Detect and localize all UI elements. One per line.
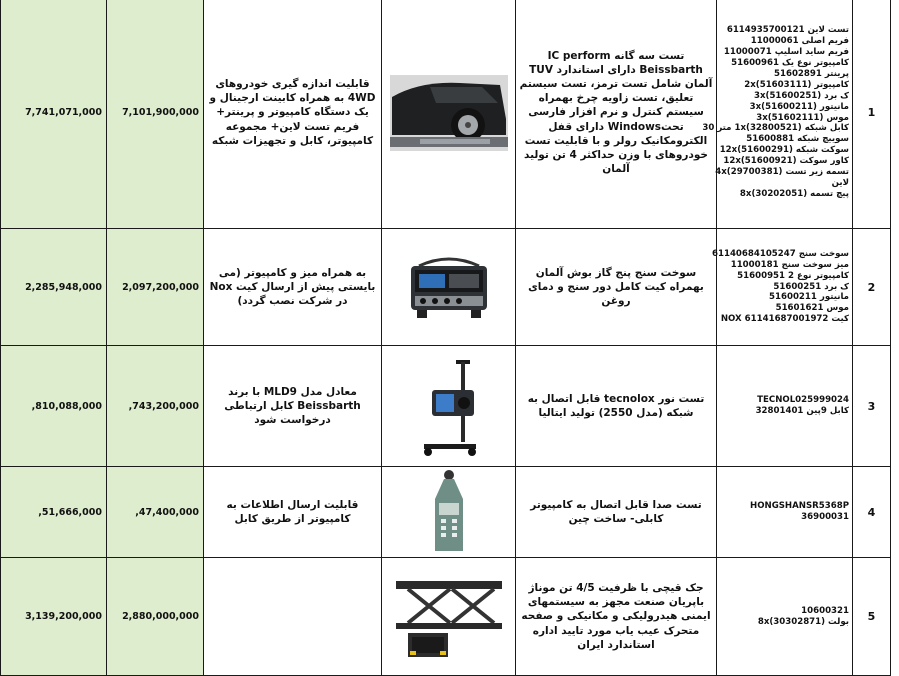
part-line: مانیتور 3x(51600211) — [749, 101, 849, 112]
brake-tester-car-photo — [390, 75, 508, 151]
capability-cell: به همراه میز و کامپیوتر (می بایستی پیش از ارسال کیت Nox در شرکت نصب گردد) — [204, 229, 382, 346]
table-row — [1, 0, 891, 229]
unit-price-cell: ,47,400,000 — [107, 467, 204, 558]
product-image-cell — [382, 346, 516, 467]
part-line: موس 3x(51602111) — [756, 112, 849, 123]
part-line: کامپیوتر 2x(51603111) — [744, 79, 849, 90]
unit-price-cell: ,743,200,000 — [107, 346, 204, 467]
unit-price-cell: 2,880,000,000 — [107, 558, 204, 676]
total-price-cell: 2,285,948,000 — [1, 229, 107, 346]
table-row — [1, 558, 891, 676]
part-line: موس 51601621 — [775, 303, 849, 314]
description-cell: تست سه گانه IC perform Beissbarth دارای استاندارد TUV آلمان شامل تست ترمز، تست سیستم تعلیق، تست زاویه چرخ بهمراه سیستم کنترل و نرم افزار فارسی تحتWindows دارای قفل الکترومکانیک رولر و با قابلیت تست خودروهای با وزن حداکثر 4 تن تولید آلمان — [516, 0, 717, 229]
part-line: سوخت سنج 61140684105247 — [712, 248, 849, 259]
part-line: 36900031 — [801, 512, 849, 522]
description-cell: جک قیچی با ظرفیت 4/5 تن موناژ باپریان صنعت مجهز به سیستمهای ایمنی هیدرولیکی و مکانیکی و صفحه متحرک عیب یاب مورد تایید اداره استاندارد ایران — [516, 558, 717, 676]
sound-level-meter-photo — [427, 469, 471, 555]
table-row — [1, 467, 891, 558]
total-price-cell: 3,139,200,000 — [1, 558, 107, 676]
part-line: کیت NOX 61141687001972 — [720, 314, 849, 325]
part-line: کامپیوتر نوع 2 51600951 — [737, 270, 849, 281]
product-image-cell — [382, 0, 516, 229]
part-line: تسمه زیر تست 4x(29700381) — [715, 167, 849, 178]
part-line: پرینتر 51602891 — [774, 68, 849, 79]
part-line: کابل 9پین 32801401 — [755, 406, 849, 416]
part-line: فریم ساید اسلیپ 11000071 — [723, 47, 849, 58]
part-line: کابل شبکه 1x(32800521) متر 30 — [702, 123, 849, 134]
parts-list-cell — [717, 467, 853, 558]
part-line: پیچ تسمه 8x(30202051) — [739, 188, 849, 199]
product-image-cell — [382, 229, 516, 346]
scissor-lift-photo — [390, 571, 508, 663]
description-cell: تست صدا قابل اتصال به کامپیوتر کابلی- ساخت چین — [516, 467, 717, 558]
part-line: کاور سوکت 12x(51600921) — [723, 156, 849, 167]
part-line: 10600321 — [801, 605, 849, 616]
part-line: کامپیوتر نوع یک 51600961 — [731, 57, 849, 68]
row-number: 1 — [853, 0, 891, 229]
capability-cell — [204, 558, 382, 676]
unit-price-cell: 7,101,900,000 — [107, 0, 204, 229]
capability-cell: معادل مدل MLD9 با برند Beissbarth کابل ارتباطی درخواست شود — [204, 346, 382, 467]
product-image-cell — [382, 467, 516, 558]
part-line: تست لاین 6114935700121 — [726, 25, 849, 36]
part-line: HONGSHANSR5368P — [750, 501, 849, 512]
part-line: TECNOL025999024 — [757, 395, 849, 406]
part-line: میز سوخت سنج 11000181 — [730, 259, 849, 270]
part-line: بولت 8x(30302871) — [757, 616, 849, 627]
part-line: سوکت شبکه 12x(51600291) — [719, 145, 849, 156]
headlight-tester-photo — [414, 354, 484, 458]
part-line: ک برد 3x(51600251) — [754, 90, 849, 101]
part-line: مانیتور 51600211 — [769, 292, 849, 303]
row-number: 4 — [853, 467, 891, 558]
description-cell: تست نور tecnolox قابل اتصال به شبکه (مدل 2550) تولید ایتالیا — [516, 346, 717, 467]
parts-list-cell — [717, 558, 853, 676]
part-line: ک برد 51600251 — [773, 281, 849, 292]
unit-price-cell: 2,097,200,000 — [107, 229, 204, 346]
row-number: 5 — [853, 558, 891, 676]
part-line: لاین — [831, 177, 849, 188]
capability-cell: قابلیت اندازه گیری خودروهای 4WD به همراه کابینت ارجینال و یک دستگاه کامپیوتر و پرینتر+ فریم تست لاین+ مجموعه کامپیوتر، کابل و تجهیزات شبکه — [204, 0, 382, 229]
total-price-cell: ,51,666,000 — [1, 467, 107, 558]
row-number: 3 — [853, 346, 891, 467]
parts-list-cell — [717, 346, 853, 467]
parts-list-cell — [712, 229, 853, 346]
parts-list-cell — [702, 0, 853, 229]
table-row — [1, 346, 891, 467]
part-line: سوییچ شبکه 51600881 — [746, 134, 849, 145]
total-price-cell: 7,741,071,000 — [1, 0, 107, 229]
row-number: 2 — [853, 229, 891, 346]
capability-cell: قابلیت ارسال اطلاعات به کامپیوتر از طریق کابل — [204, 467, 382, 558]
product-image-cell — [382, 558, 516, 676]
description-cell: سوخت سنج پنج گاز بوش آلمان بهمراه کیت کامل دور سنج و دمای روغن — [516, 229, 717, 346]
total-price-cell: ,810,088,000 — [1, 346, 107, 467]
gas-analyzer-photo — [401, 250, 497, 324]
part-line: فریم اصلی 11000061 — [750, 36, 849, 47]
table-row — [1, 229, 891, 346]
